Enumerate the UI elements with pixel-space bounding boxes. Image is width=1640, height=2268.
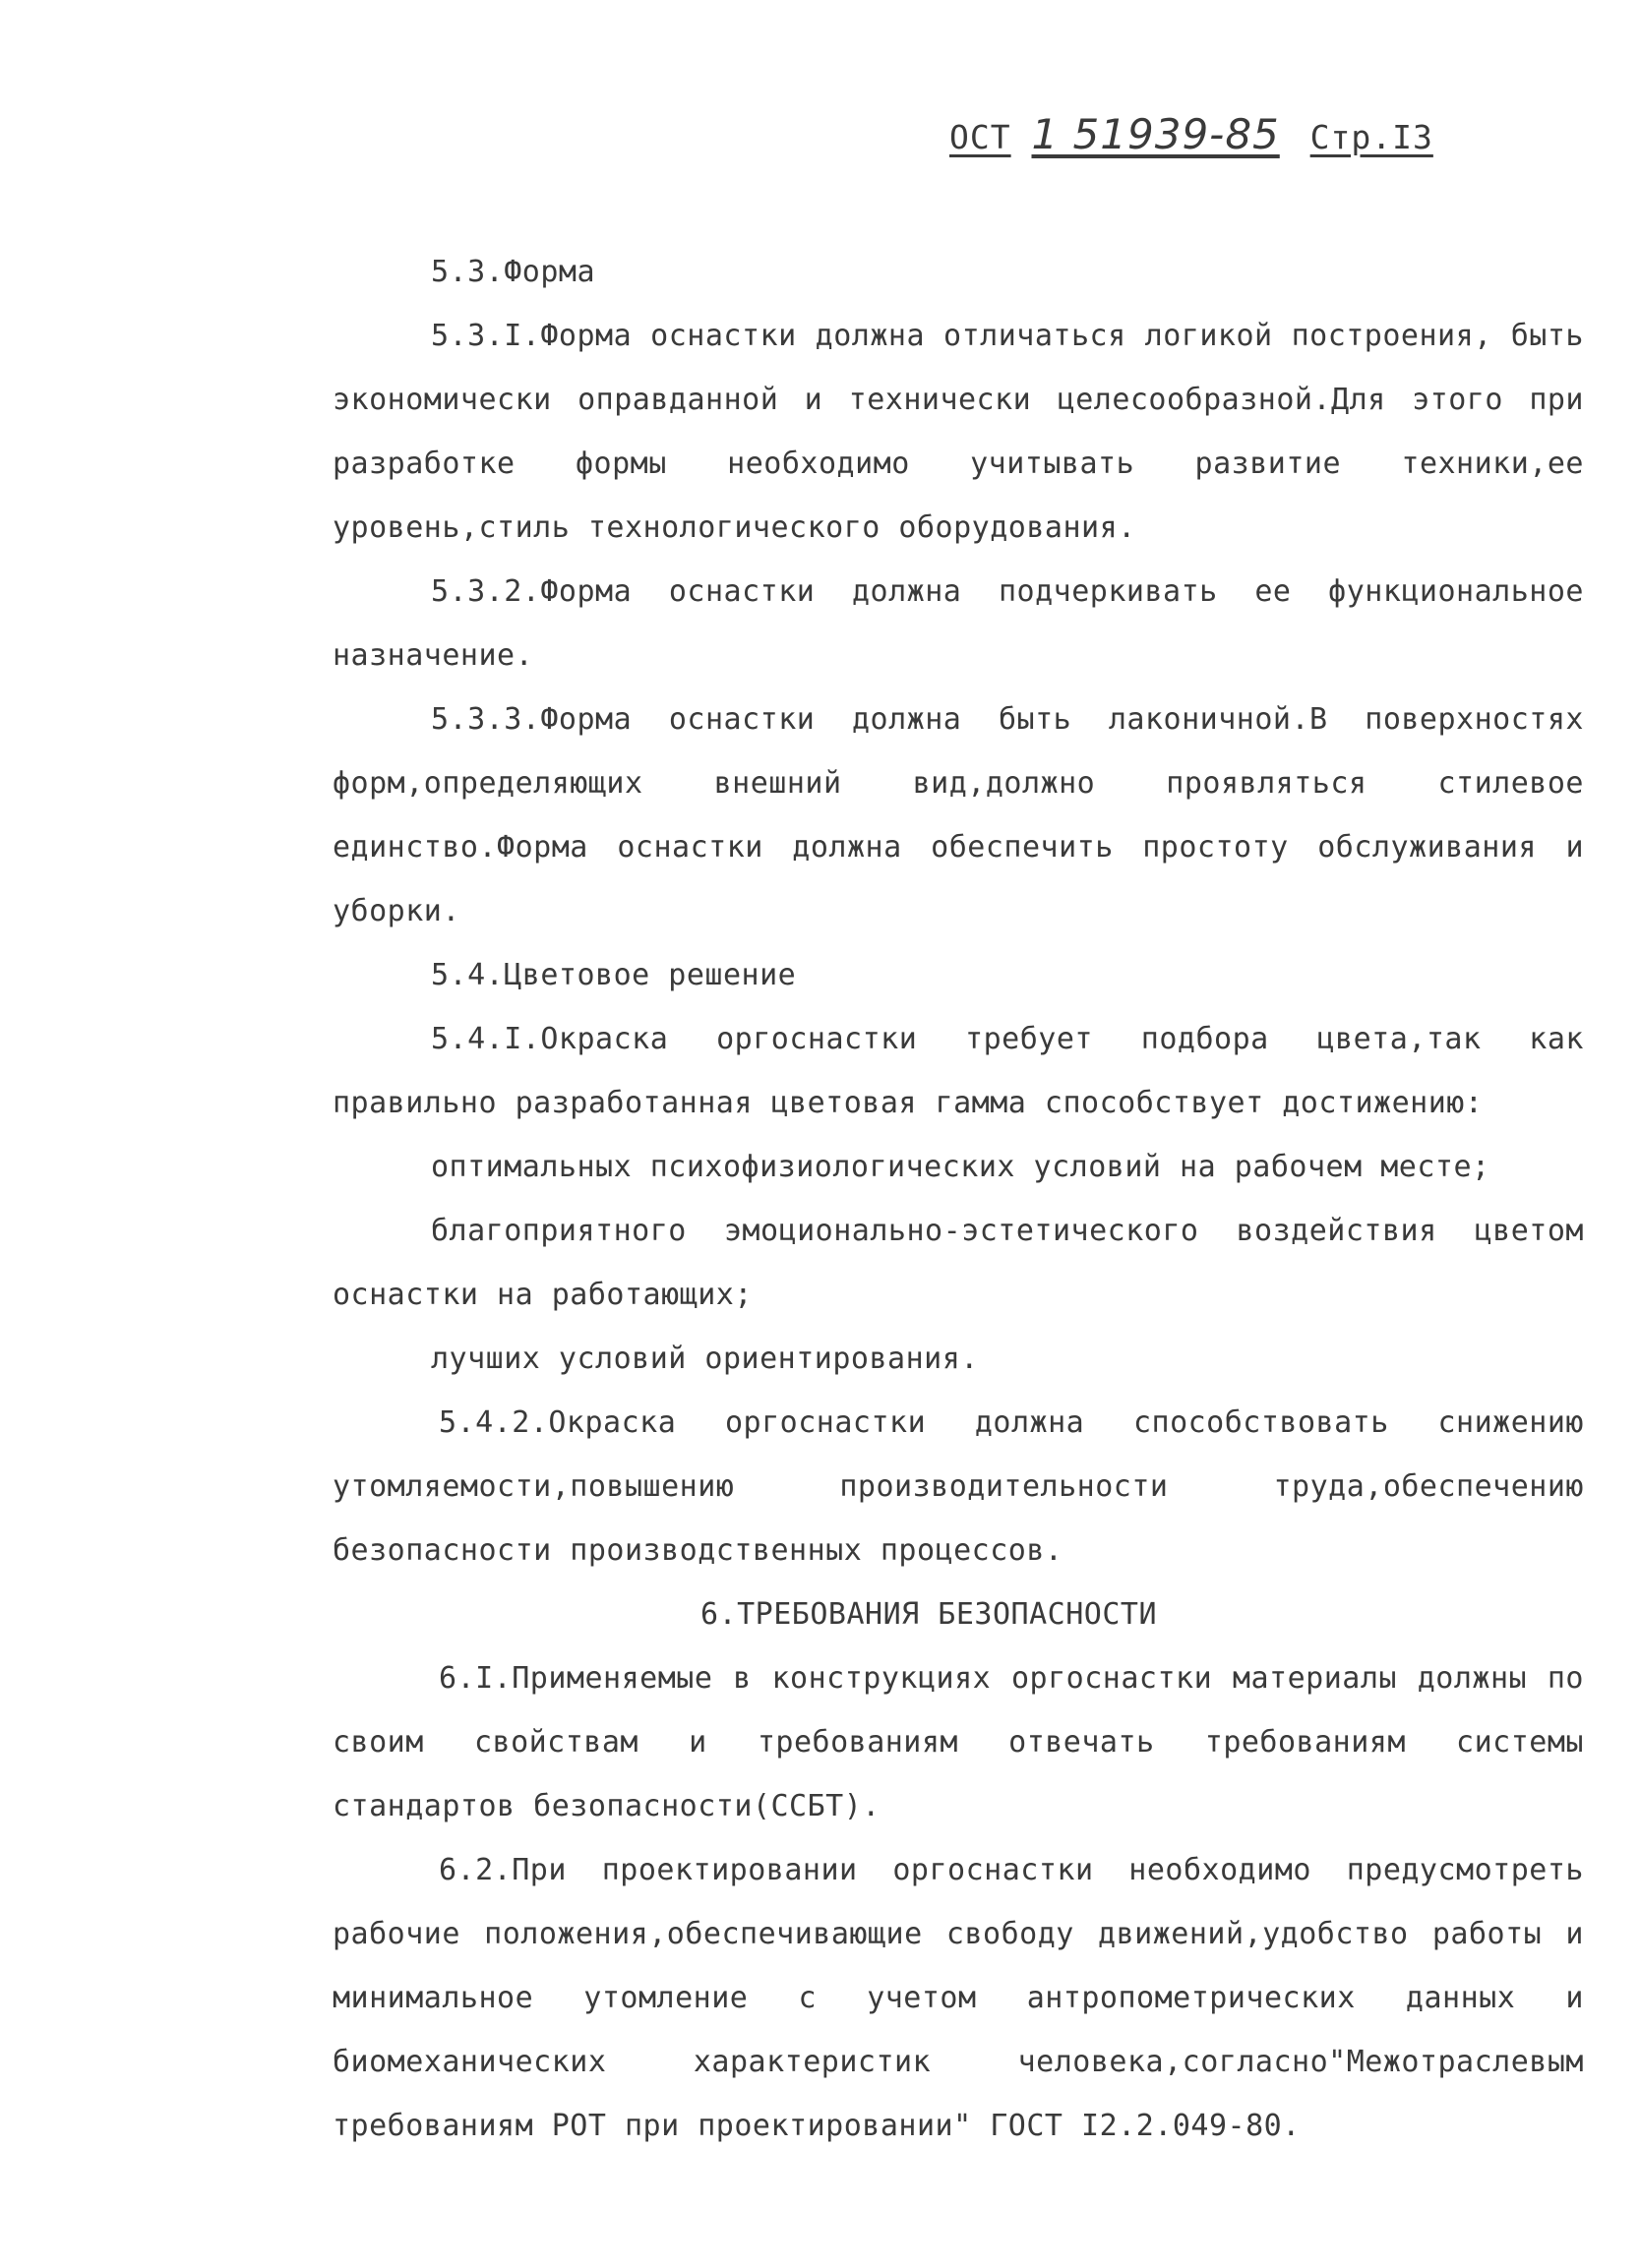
page-header — [949, 110, 1433, 158]
paragraph-6-1: 6.I.Применяемые в конструкциях оргоснастки материалы должны по своим свойствам и требованиям отвечать требованиям системы стандартов безопасности(ССБТ). — [333, 1661, 1584, 1823]
paragraph-6-2: 6.2.При проектировании оргоснастки необходимо предусмотреть рабочие положения,обеспечивающие свободу движений,удобство работы и минимальное утомление с учетом антропометрических данных и биомеханических характеристик человека,согласно"Межотраслевым требованиям РОТ при проектировании" ГОСТ I2.2.049-80. — [333, 1853, 1584, 2143]
list-item-5-4-1-1: оптимальных психофизиологических условий на рабочем месте; — [431, 1150, 1490, 1184]
paragraph-5-4-2: 5.4.2.Окраска оргоснастки должна способствовать снижению утомляемости,повышению производительности труда,обеспечению безопасности производственных процессов. — [333, 1405, 1584, 1568]
section-5-3-title: 5.3.Форма — [431, 255, 596, 289]
paragraph-5-4-1: 5.4.I.Окраска оргоснастки требует подбора цвета,так как правильно разработанная цветовая гамма способствует достижению: — [333, 1022, 1584, 1120]
paragraph-5-3-3: 5.3.3.Форма оснастки должна быть лаконичной.В поверхностях форм,определяющих внешний вид,должно проявляться стилевое единство.Форма оснастки должна обеспечить простоту обслуживания и уборки. — [333, 702, 1584, 928]
standard-code: ОСТ — [949, 118, 1011, 156]
paragraph-5-3-2: 5.3.2.Форма оснастки должна подчеркивать ее функциональное назначение. — [333, 574, 1584, 673]
list-item-5-4-1-2: благоприятного эмоционально-эстетического воздействия цветом оснастки на работающих; — [333, 1214, 1584, 1312]
section-5-4-title: 5.4.Цветовое решение — [431, 958, 797, 992]
standard-number: 1 51939-85 — [1031, 110, 1280, 158]
list-item-5-4-1-3: лучших условий ориентирования. — [431, 1342, 979, 1376]
paragraph-5-3-1: 5.3.I.Форма оснастки должна отличаться логикой построения, быть экономически оправданной и технически целесообразной.Для этого при разработке формы необходимо учитывать развитие техники,ее уровень,стиль технологического оборудования. — [333, 319, 1584, 545]
page-number: Стр.I3 — [1309, 118, 1433, 156]
section-6-title: 6.ТРЕБОВАНИЯ БЕЗОПАСНОСТИ — [699, 1597, 1158, 1632]
document-body — [333, 240, 1584, 2158]
